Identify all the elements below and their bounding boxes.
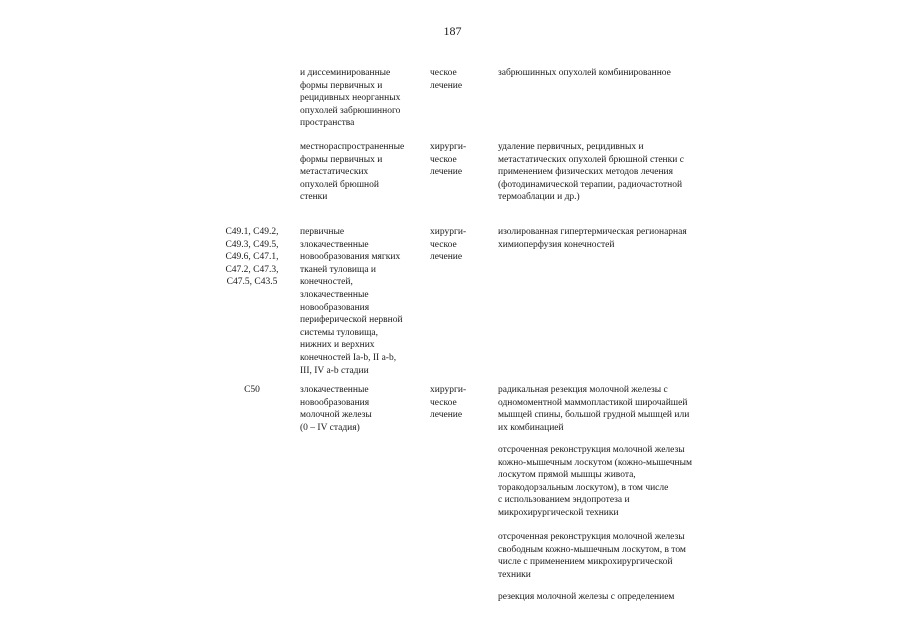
- diagnosis-cell-line: тканей туловища и: [300, 264, 377, 275]
- diagnosis-cell-line: первичные: [300, 227, 345, 237]
- icd-code-cell-line: C47.2, C47.3,: [225, 264, 279, 275]
- method-cell-line: изолированная гипертермическая регионарная: [498, 227, 687, 237]
- diagnosis-cell-line: местнораспространенные: [300, 142, 405, 152]
- method-cell: [498, 444, 743, 520]
- diagnosis-cell: [300, 226, 425, 377]
- diagnosis-cell-line: формы первичных и: [300, 154, 383, 165]
- method-cell-line: с использованием эндопротеза и: [498, 495, 630, 506]
- method-cell-line: термоаблации и др.): [498, 192, 580, 203]
- treatment-type-cell-line: ческое: [430, 397, 457, 408]
- diagnosis-cell: [300, 67, 425, 130]
- treatment-type-cell-line: лечение: [430, 252, 463, 263]
- treatment-type-cell-line: лечение: [430, 167, 463, 178]
- treatment-type-cell-line: ческое: [430, 68, 457, 78]
- diagnosis-cell-line: конечностей,: [300, 277, 353, 288]
- method-cell-line: свободным кожно-мышечным лоскутом, в том: [498, 544, 686, 555]
- treatment-type-cell-line: хирурги-: [430, 227, 467, 237]
- icd-code-cell: [213, 226, 291, 289]
- page-number: 187: [443, 24, 462, 38]
- method-cell: [498, 384, 743, 434]
- method-cell-line: кожно-мышечным лоскутом (кожно-мышечным: [498, 457, 693, 468]
- method-cell: [498, 226, 743, 251]
- method-cell-line: их комбинацией: [498, 422, 564, 433]
- diagnosis-cell-line: метастатических: [300, 167, 369, 178]
- method-cell-line: отсроченная реконструкция молочной железы: [498, 532, 685, 542]
- method-cell-line: числе с применением микрохирургической: [498, 557, 673, 568]
- diagnosis-cell: [300, 384, 425, 434]
- method-cell-line: химиоперфузия конечностей: [498, 239, 615, 250]
- diagnosis-cell-line: новообразования: [300, 302, 370, 313]
- diagnosis-cell-line: формы первичных и: [300, 80, 383, 91]
- diagnosis-cell-line: злокачественные: [300, 385, 369, 395]
- method-cell-line: применением физических методов лечения: [498, 167, 673, 178]
- diagnosis-cell-line: системы туловища,: [300, 327, 378, 338]
- icd-code-cell-line: C49.1, C49.2,: [225, 227, 279, 237]
- method-cell-line: одномоментной маммопластикой широчайшей: [498, 397, 688, 408]
- treatment-type-cell: [430, 384, 490, 422]
- diagnosis-cell-line: новообразования: [300, 397, 370, 408]
- method-cell: [498, 531, 743, 581]
- diagnosis-cell-line: злокачественные: [300, 239, 369, 250]
- diagnosis-cell-line: новообразования мягких: [300, 252, 401, 263]
- treatment-type-cell: [430, 67, 490, 92]
- method-cell-line: радикальная резекция молочной железы с: [498, 385, 668, 395]
- icd-code-cell: [213, 384, 291, 397]
- diagnosis-cell: [300, 141, 425, 204]
- method-cell-line: техники: [498, 569, 531, 580]
- method-cell-line: (фотодинамической терапии, радиочастотной: [498, 179, 683, 190]
- diagnosis-cell-line: пространства: [300, 118, 355, 129]
- diagnosis-cell-line: нижних и верхних: [300, 340, 375, 351]
- method-cell-line: метастатических опухолей брюшной стенки с: [498, 154, 684, 165]
- treatment-type-cell-line: ческое: [430, 154, 457, 165]
- icd-code-cell-line: C49.3, C49.5,: [225, 239, 279, 250]
- icd-code-cell-line: C49.6, C47.1,: [225, 252, 279, 263]
- diagnosis-cell-line: (0 – IV стадия): [300, 422, 360, 433]
- method-cell-line: микрохирургической техники: [498, 507, 619, 518]
- treatment-type-cell: [430, 141, 490, 179]
- diagnosis-cell-line: периферической нервной: [300, 315, 403, 326]
- method-cell-line: лоскутом прямой мышцы живота,: [498, 470, 636, 481]
- method-cell-line: отсроченная реконструкция молочной железы: [498, 445, 685, 455]
- method-cell-line: резекция молочной железы с определением: [498, 592, 675, 602]
- treatment-type-cell-line: хирурги-: [430, 142, 467, 152]
- diagnosis-cell-line: опухолей забрюшинного: [300, 105, 401, 116]
- method-cell: [498, 591, 743, 604]
- diagnosis-cell-line: опухолей брюшной: [300, 179, 379, 190]
- treatment-type-cell-line: ческое: [430, 239, 457, 250]
- diagnosis-cell-line: и диссеминированные: [300, 68, 391, 78]
- treatment-type-cell-line: хирурги-: [430, 385, 467, 395]
- diagnosis-cell-line: конечностей Ia-b, II a-b,: [300, 352, 397, 363]
- diagnosis-cell-line: III, IV a-b стадии: [300, 365, 369, 376]
- diagnosis-cell-line: злокачественные: [300, 289, 369, 300]
- method-cell-line: удаление первичных, рецидивных и: [498, 142, 644, 152]
- diagnosis-cell-line: стенки: [300, 192, 328, 203]
- treatment-type-cell: [430, 226, 490, 264]
- diagnosis-cell-line: рецидивных неорганных: [300, 93, 401, 104]
- treatment-type-cell-line: лечение: [430, 80, 463, 91]
- method-cell: [498, 67, 743, 80]
- method-cell-line: торакодорзальным лоскутом), в том числе: [498, 482, 669, 493]
- method-cell: [498, 141, 743, 204]
- treatment-type-cell-line: лечение: [430, 410, 463, 421]
- diagnosis-cell-line: молочной железы: [300, 410, 372, 421]
- icd-code-cell-line: C50: [244, 385, 260, 395]
- method-cell-line: забрюшинных опухолей комбинированное: [498, 68, 671, 78]
- icd-code-cell-line: C47.5, C43.5: [226, 277, 278, 288]
- method-cell-line: мышцей спины, большой грудной мышцей или: [498, 410, 690, 421]
